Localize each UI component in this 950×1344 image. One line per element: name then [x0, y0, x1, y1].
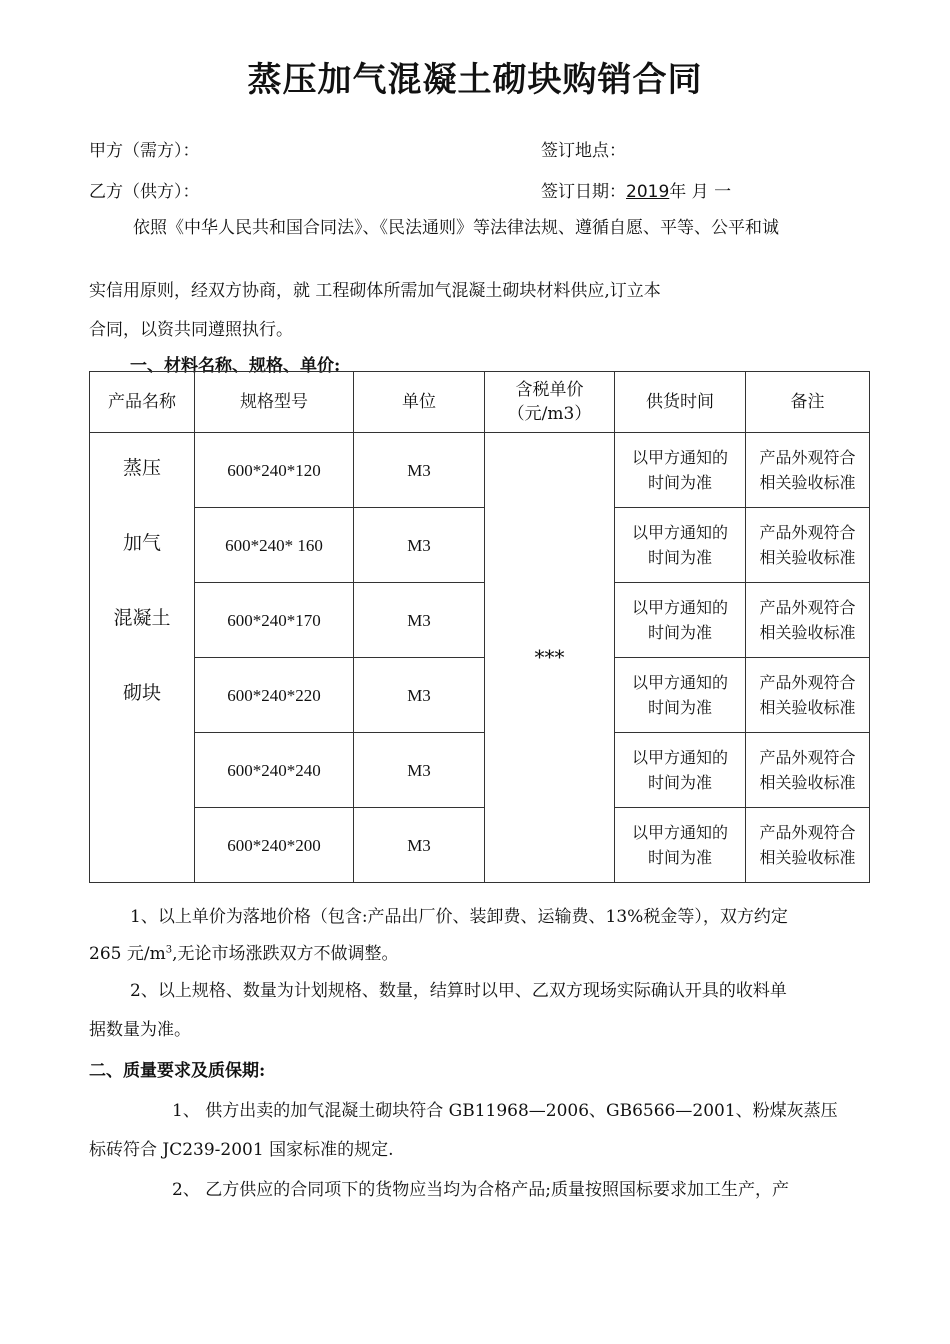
note-2-line-1: 2、以上规格、数量为计划规格、数量，结算时以甲、乙双方现场实际确认开具的收料单 [130, 981, 787, 1001]
spec-cell: 600*240*240 [195, 733, 354, 808]
note-1-line-2 [89, 939, 398, 964]
supply-time-cell: 以甲方通知的时间为准 [615, 808, 746, 883]
product-name-line: 蒸压 [122, 457, 161, 479]
intro-line-1: 依照《中华人民共和国合同法》、《民法通则》等法律法规、遵循自愿、平等、公平和诚 [133, 218, 779, 238]
unit-cell: M3 [354, 508, 485, 583]
sign-date [541, 177, 731, 202]
section-2-title: 二、质量要求及质保期: [89, 1061, 266, 1081]
table-row [90, 733, 870, 808]
note-1-line-1: 1、以上单价为落地价格（包含:产品出厂价、装卸费、运输费、13%税金等），双方约定 [130, 907, 788, 927]
unit-cell: M3 [354, 733, 485, 808]
product-name-line: 加气 [122, 532, 161, 554]
note-cell: 产品外观符合相关验收标准 [746, 433, 870, 508]
note-2-line-2: 据数量为准。 [89, 1020, 191, 1040]
unit-cell: M3 [354, 583, 485, 658]
header-note: 备注 [746, 372, 870, 433]
party-b-label: 乙方（供方）： [89, 182, 200, 202]
note-1-superscript: 3 [165, 944, 173, 956]
header-unit: 单位 [354, 372, 485, 433]
note-cell: 产品外观符合相关验收标准 [746, 808, 870, 883]
price-cell: *** [485, 433, 615, 883]
table-row [90, 508, 870, 583]
table-row [90, 808, 870, 883]
unit-cell: M3 [354, 658, 485, 733]
sign-date-rest: 年 月 一 [669, 182, 732, 202]
quality-1-line-2: 标砖符合 JC239-2001 国家标准的规定. [89, 1140, 394, 1160]
header-spec: 规格型号 [195, 372, 354, 433]
table-row [90, 658, 870, 733]
note-cell: 产品外观符合相关验收标准 [746, 583, 870, 658]
sign-date-year: 2019 [626, 182, 670, 202]
table-row [90, 583, 870, 658]
note-1-rest: ,无论市场涨跌双方不做调整。 [172, 944, 399, 964]
spec-table [89, 371, 870, 883]
product-name-line: 混凝土 [113, 607, 171, 629]
supply-time-cell: 以甲方通知的时间为准 [615, 508, 746, 583]
supply-time-cell: 以甲方通知的时间为准 [615, 733, 746, 808]
header-price: 含税单价（元/m3） [485, 372, 615, 433]
intro-line-2: 实信用原则，经双方协商，就 工程砌体所需加气混凝土砌块材料供应,订立本 [89, 281, 661, 301]
quality-2-line-1: 2、 乙方供应的合同项下的货物应当均为合格产品;质量按照国标要求加工生产，产 [172, 1180, 789, 1200]
spec-cell: 600*240*170 [195, 583, 354, 658]
note-cell: 产品外观符合相关验收标准 [746, 733, 870, 808]
quality-1-line-1: 1、 供方出卖的加气混凝土砌块符合 GB11968—2006、GB6566—2001、粉煤灰蒸压 [172, 1101, 838, 1121]
unit-cell: M3 [354, 433, 485, 508]
spec-cell: 600*240* 160 [195, 508, 354, 583]
supply-time-cell: 以甲方通知的时间为准 [615, 433, 746, 508]
table-header-row [90, 372, 870, 433]
note-cell: 产品外观符合相关验收标准 [746, 658, 870, 733]
supply-time-cell: 以甲方通知的时间为准 [615, 583, 746, 658]
header-product-name: 产品名称 [90, 372, 195, 433]
section-1-title: 一、材料名称、规格、单价: [130, 356, 341, 376]
note-cell: 产品外观符合相关验收标准 [746, 508, 870, 583]
party-a-label: 甲方（需方）： [89, 141, 200, 161]
spec-cell: 600*240*200 [195, 808, 354, 883]
note-1-price: 265 元/m [89, 944, 166, 964]
header-supply-time: 供货时间 [615, 372, 746, 433]
sign-place-label: 签订地点： [541, 141, 626, 161]
spec-cell: 600*240*220 [195, 658, 354, 733]
sign-date-label: 签订日期： [541, 182, 626, 202]
unit-cell: M3 [354, 808, 485, 883]
spec-cell: 600*240*120 [195, 433, 354, 508]
contract-title: 蒸压加气混凝土砌块购销合同 [247, 60, 703, 100]
product-name-cell [90, 433, 195, 883]
intro-line-3: 合同，以资共同遵照执行。 [89, 320, 293, 340]
product-name-line: 砌块 [122, 682, 161, 704]
supply-time-cell: 以甲方通知的时间为准 [615, 658, 746, 733]
table-row [90, 433, 870, 508]
